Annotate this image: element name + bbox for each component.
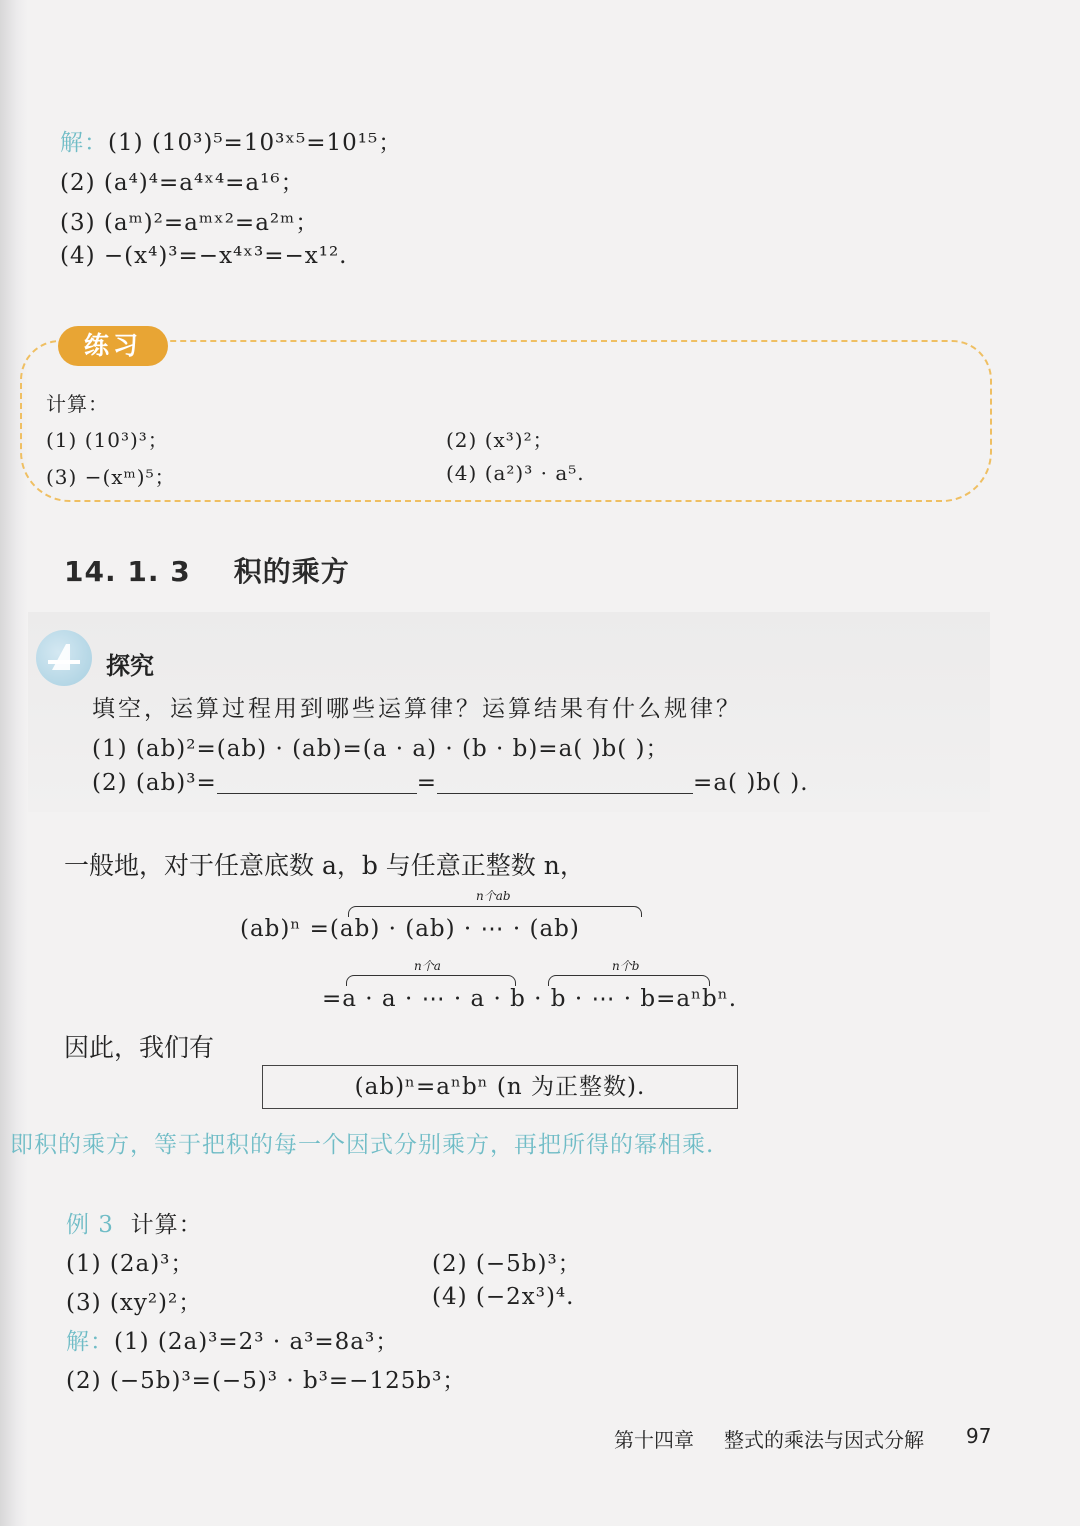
- section-number: 14. 1. 3: [64, 555, 191, 588]
- explore-q1: (1) (ab)²=(ab) · (ab)=(a · a) · (b · b)=a( )b( )；: [92, 736, 670, 762]
- derivation-line-1: (ab)ⁿ =(ab) · (ab) · ⋯ · (ab): [240, 916, 580, 942]
- rule-statement: 即积的乘方，等于把积的每一个因式分别乘方，再把所得的幂相乘.: [10, 1132, 715, 1158]
- derivation-line-2: =a · a · ⋯ · a · b · b · ⋯ · b=aⁿbⁿ.: [322, 986, 738, 1012]
- example-item-2: (2) (−5b)³；: [432, 1251, 582, 1277]
- practice-item-3: (3) −(xᵐ)⁵；: [46, 465, 176, 489]
- example-item-1: (1) (2a)³；: [66, 1251, 195, 1277]
- footer-title: 整式的乘法与因式分解: [724, 1428, 924, 1452]
- brace-label-n-b: n个b: [612, 959, 640, 973]
- section-title: 积的乘方: [233, 555, 350, 588]
- example-item-3: (3) (xy²)²；: [66, 1290, 203, 1316]
- solution-line-1: 解：(1) (10³)⁵=10³ˣ⁵=10¹⁵；: [60, 130, 403, 156]
- example-solution-label: 解：: [66, 1329, 114, 1355]
- example-solution-2: (2) (−5b)³=(−5)³ · b³=−125b³；: [66, 1368, 467, 1394]
- practice-badge: 练习: [58, 326, 168, 366]
- example-prompt: 计算：: [130, 1212, 203, 1238]
- example-item-4: (4) (−2x³)⁴.: [432, 1284, 575, 1310]
- example-label: 例 3: [66, 1212, 114, 1238]
- practice-item-4: (4) (a²)³ · a⁵.: [446, 461, 585, 485]
- brace-n-b: [548, 975, 710, 986]
- page-number: 97: [966, 1424, 992, 1448]
- brace-n-a: [346, 975, 516, 986]
- solution-line-2: (2) (a⁴)⁴=a⁴ˣ⁴=a¹⁶；: [60, 170, 305, 196]
- practice-prompt: 计算：: [46, 392, 109, 416]
- footer-chapter: 第十四章: [614, 1428, 694, 1452]
- therefore-text: 因此，我们有: [64, 1033, 215, 1062]
- brace-label-n-a: n个a: [414, 959, 441, 973]
- practice-item-2: (2) (x³)²；: [446, 428, 554, 452]
- example-solution-1: 解：(1) (2a)³=2³ · a³=8a³；: [66, 1329, 400, 1355]
- blank-1[interactable]: [217, 771, 417, 794]
- general-intro: 一般地，对于任意底数 a，b 与任意正整数 n，: [64, 851, 585, 880]
- explore-q2: (2) (ab)³= = =a( )b( ).: [92, 770, 809, 796]
- explore-icon: [36, 630, 92, 686]
- example-heading: [66, 1206, 203, 1239]
- blank-2[interactable]: [437, 771, 693, 794]
- solution-line-3: (3) (aᵐ)²=aᵐˣ²=a²ᵐ；: [60, 210, 320, 236]
- solution-line-4: (4) −(x⁴)³=−x⁴ˣ³=−x¹².: [60, 243, 348, 269]
- brace-label-n-ab: n个ab: [476, 889, 511, 903]
- formula-box: (ab)ⁿ=aⁿbⁿ (n 为正整数).: [262, 1065, 738, 1109]
- practice-item-1: (1) (10³)³；: [46, 428, 169, 452]
- book-spine-shadow: [0, 0, 28, 1526]
- solution-label: 解：: [60, 130, 108, 156]
- explore-question: 填空，运算过程用到哪些运算律？运算结果有什么规律？: [92, 696, 742, 722]
- explore-label: 探究: [106, 652, 154, 680]
- section-heading: [64, 550, 350, 590]
